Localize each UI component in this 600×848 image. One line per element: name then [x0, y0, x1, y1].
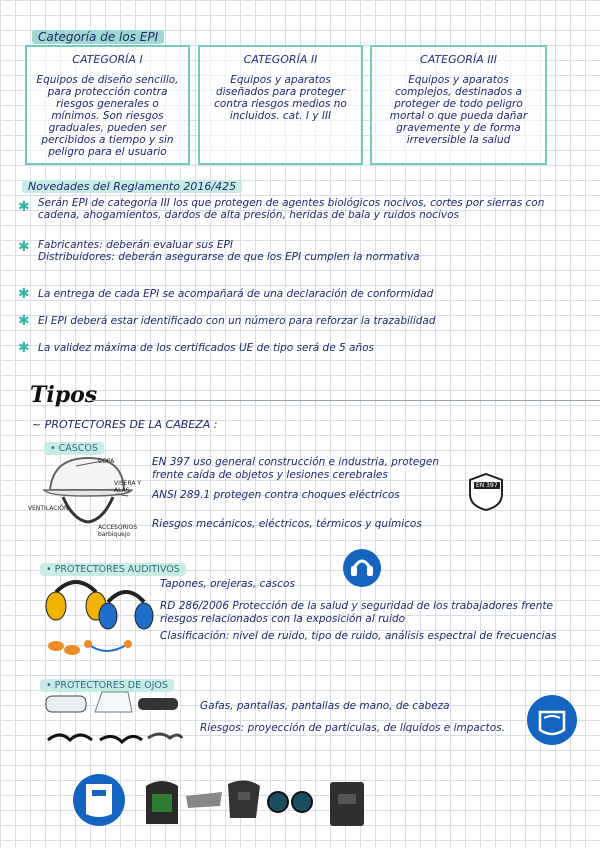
ojos-label: • PROTECTORES DE OJOS — [40, 673, 174, 692]
welding-mask-sign — [72, 770, 126, 830]
part-accesorios-label: ACCESORIOS barbiquejo — [98, 524, 138, 538]
earmuffs-icon — [36, 572, 154, 664]
ojos-riesgos: Riesgos: proyección de partículas, de líquidos e impactos. — [200, 722, 505, 734]
cabeza-title: ~ PROTECTORES DE LA CABEZA : — [32, 418, 218, 431]
category-1-text: Equipos de diseño sencillo, para protección contra riesgos generales o mínimos. Son riesgos graduales, pueden ser percibidos a tiempo y sin peligro para el usuario — [36, 74, 179, 158]
novedades-item-3: ✱ La entrega de cada EPI se acompañará de una declaración de conformidad — [18, 286, 434, 302]
novedades-title: Novedades del Reglamento 2016/425 — [22, 175, 242, 194]
star-icon: ✱ — [18, 286, 30, 302]
category-3-title: CATEGORÍA III — [420, 53, 497, 66]
helmet-diagram — [28, 450, 148, 542]
welding-mask-icon — [72, 770, 126, 830]
cascos-label: • CASCOS — [44, 436, 104, 455]
star-icon: ✱ — [18, 199, 30, 215]
welding-equipment-image — [142, 776, 372, 828]
en397-badge: EN 397 — [466, 472, 506, 512]
divider — [90, 400, 600, 401]
category-2-title: CATEGORÍA II — [243, 53, 318, 66]
ojos-tipos: Gafas, pantallas, pantallas de mano, de cabeza — [200, 700, 450, 712]
category-3-box — [370, 45, 547, 165]
tipos-title: Tipos — [30, 382, 98, 408]
cascos-en397: EN 397 uso general construcción e industria, protegen frente caída de objetos y lesiones cerebrales — [152, 456, 440, 481]
part-copa-label: COPA — [98, 458, 115, 465]
star-icon: ✱ — [18, 340, 30, 356]
auditivos-label: • PROTECTORES AUDITIVOS — [40, 557, 186, 576]
category-1-title: CATEGORÍA I — [72, 53, 143, 66]
hearing-protectors-image — [36, 572, 154, 664]
novedades-item-5: ✱ La validez máxima de los certificados UE de tipo será de 5 años — [18, 340, 375, 356]
auditivos-clasificacion: Clasificación: nivel de ruido, tipo de ruido, análisis espectral de frecuencias — [160, 630, 557, 642]
star-icon: ✱ — [18, 239, 30, 255]
face-shield-icon — [526, 694, 578, 746]
novedades-item-2: ✱ Fabricantes: deberán evaluar sus EPI Distribuidores: deberán asegurarse de que los EPI cumplen la normativa — [18, 239, 420, 263]
cascos-riesgos: Riesgos mecánicos, eléctricos, térmicos y químicos — [152, 518, 422, 530]
auditivos-tipos: Tapones, orejeras, cascos — [160, 578, 295, 590]
category-2-text: Equipos y aparatos diseñados para proteger contra riesgos medios no incluidos. cat. I y III — [214, 74, 347, 122]
page-title: Categoría de los EPI — [32, 26, 164, 45]
category-3-text: Equipos y aparatos complejos, destinados a proteger de todo peligro mortal o que pueda dañar gravemente y de forma irreversible la salud — [389, 74, 528, 146]
eye-protectors-image — [40, 690, 185, 760]
welding-gear-icon — [142, 776, 372, 828]
cascos-ansi: ANSI 289.1 protegen contra choques eléctricos — [152, 489, 400, 501]
goggles-icon — [40, 690, 185, 760]
novedades-item-4: ✱ El EPI deberá estar identificado con un número para reforzar la trazabilidad — [18, 313, 436, 329]
auditivos-rd: RD 286/2006 Protección de la salud y seguridad de los trabajadores frente riesgos relacionados con la exposición al ruido — [160, 600, 553, 625]
eye-protection-sign — [526, 694, 578, 746]
star-icon: ✱ — [18, 313, 30, 329]
part-ventilacion-label: VENTILACIÓN — [28, 505, 69, 512]
part-visera-label: VISERA Y ALAS — [114, 480, 142, 494]
category-2-box — [198, 45, 363, 165]
shield-icon — [466, 472, 506, 512]
novedades-item-1: ✱ Serán EPI de categoría III los que protegen de agentes biológicos nocivos, cortes por sierras con cadena, ahogamientos, dardos de alta presión, heridas de bala y ruidos nocivos — [18, 197, 545, 221]
category-1-box — [25, 45, 190, 165]
